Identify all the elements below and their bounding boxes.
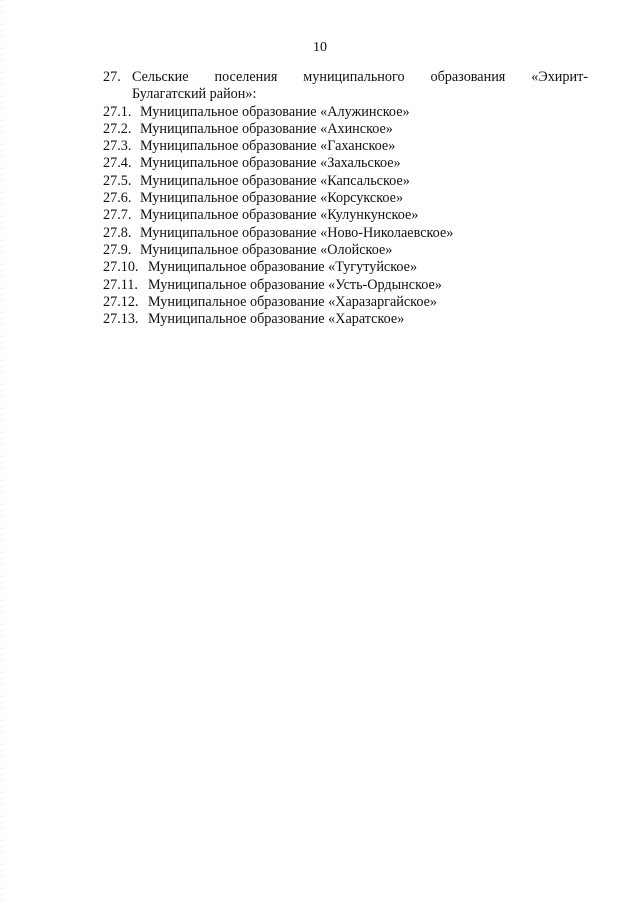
item-number: 27.10.: [103, 259, 139, 276]
item-number: 27.4.: [103, 155, 132, 172]
list-item: [103, 277, 588, 294]
item-text: Муниципальное образование «Капсальское»: [140, 172, 410, 189]
item-text: Муниципальное образование «Харатское»: [148, 311, 405, 328]
item-text: Муниципальное образование «Захальское»: [140, 155, 401, 172]
list-item: [103, 190, 588, 207]
list-item: [103, 311, 588, 328]
page-number: 10: [313, 40, 327, 55]
list-item: [103, 138, 588, 155]
list-item: [103, 242, 588, 259]
item-text: Муниципальное образование «Ахинское»: [140, 120, 393, 137]
list-item: [103, 294, 588, 311]
section-title-line-2: Булагатский район»:: [132, 86, 257, 103]
item-number: 27.7.: [103, 207, 132, 224]
document-body: [103, 69, 588, 328]
list-item: [103, 259, 588, 276]
item-number: 27.12.: [103, 293, 139, 310]
item-number: 27.13.: [103, 311, 139, 328]
list-item: [103, 207, 588, 224]
list-item: [103, 173, 588, 190]
section-number: 27.: [103, 69, 121, 85]
section-heading: [103, 69, 588, 104]
item-text: Муниципальное образование «Тугутуйское»: [148, 259, 418, 276]
list-item: [103, 104, 588, 121]
section-title: [132, 69, 588, 104]
list-item: [103, 225, 588, 242]
item-number: 27.8.: [103, 224, 132, 241]
section-title-line-1: Сельские поселения муниципального образования «Эхирит-: [132, 69, 588, 85]
list-item: [103, 155, 588, 172]
item-text: Муниципальное образование «Гаханское»: [140, 138, 396, 155]
item-number: 27.5.: [103, 172, 132, 189]
item-number: 27.1.: [103, 103, 132, 120]
list-item: [103, 121, 588, 138]
item-number: 27.11.: [103, 276, 138, 293]
item-text: Муниципальное образование «Алужинское»: [140, 103, 410, 120]
item-text: Муниципальное образование «Корсукское»: [140, 190, 404, 207]
item-number: 27.9.: [103, 241, 132, 258]
item-number: 27.2.: [103, 120, 132, 137]
item-number: 27.3.: [103, 138, 132, 155]
item-number: 27.6.: [103, 190, 132, 207]
item-text: Муниципальное образование «Ново-Николаевское»: [140, 224, 454, 241]
item-text: Муниципальное образование «Усть-Ордынское»: [148, 276, 442, 293]
item-text: Муниципальное образование «Кулункунское»: [140, 207, 419, 224]
scan-edge-marks: [1, 0, 3, 905]
municipality-list: [103, 104, 588, 329]
item-text: Муниципальное образование «Олойское»: [140, 241, 393, 258]
item-text: Муниципальное образование «Харазаргайское»: [148, 293, 438, 310]
